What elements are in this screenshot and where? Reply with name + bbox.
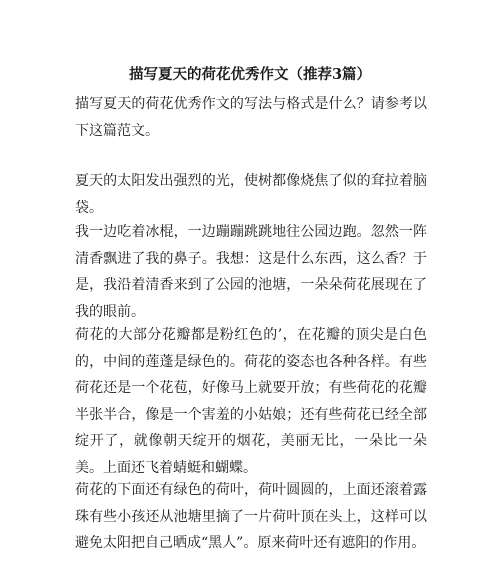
paragraph-park: 我一边吃着冰棍，一边蹦蹦跳跳地往公园边跑。忽然一阵清香飘进了我的鼻子。我想：这是什么东西，这么香？于是，我沿着清香来到了公园的池塘，一朵朵荷花展现在了我的眼前。 <box>75 224 427 320</box>
paragraph-lotus-leaf: 荷花的下面还有绿色的荷叶，荷叶圆圆的，上面还滚着露珠有些小孩还从池塘里摘了一片荷叶顶在头上，这样可以避免太阳把自己晒成“黑人”。原来荷叶还有遮阳的作用。 <box>75 482 427 552</box>
document-title: 描写夏天的荷花优秀作文（推荐3篇） <box>128 66 372 83</box>
paragraph-intro: 描写夏天的荷花优秀作文的写法与格式是什么？请参考以下这篇范文。 <box>75 96 427 139</box>
paragraph-lotus-flower: 荷花的大部分花瓣都是粉红色的’，在花瓣的顶尖是白色的，中间的莲蓬是绿色的。荷花的姿态也各种各样。有些荷花还是一个花苞，好像马上就要开放；有些荷花的花瓣半张半合，像是一个害羞的小姑娘；还有些荷花已经全部绽开了，就像朝天绽开的烟花，美丽无比，一朵比一朵美。上面还飞着蜻蜓和蝴蝶。 <box>75 327 427 476</box>
paragraph-sun: 夏天的太阳发出强烈的光，使树都像烧焦了似的耷拉着脑袋。 <box>75 173 427 216</box>
